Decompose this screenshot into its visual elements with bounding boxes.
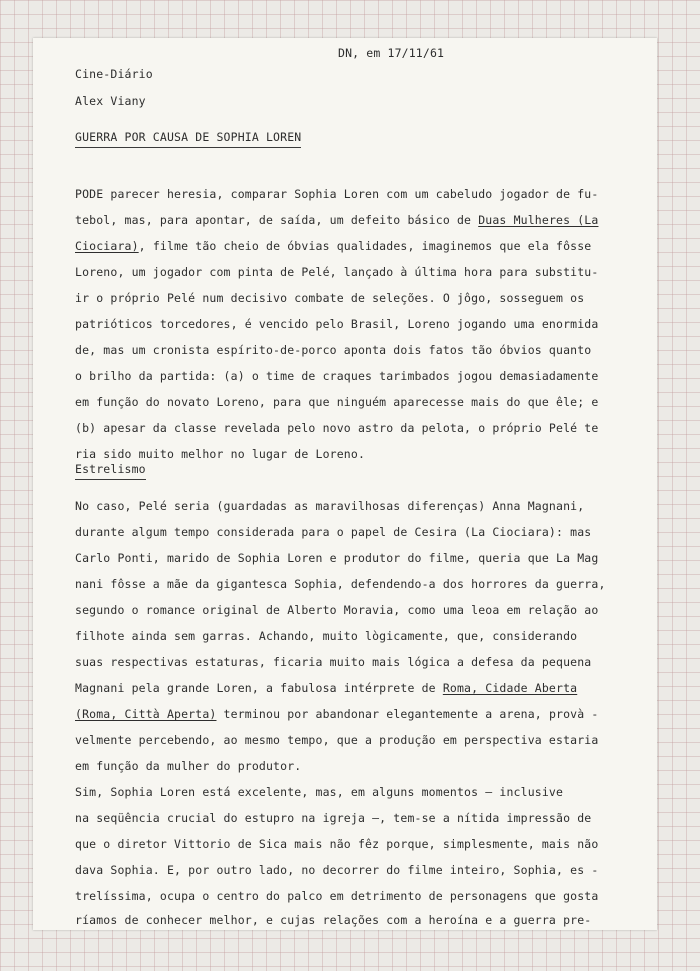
text-line: No caso, Pelé seria (guardadas as maravilhosas diferenças) Anna Magnani, bbox=[75, 499, 585, 513]
text-line: trelíssima, ocupa o centro do palco em detrimento de personagens que gosta bbox=[75, 889, 599, 903]
text-line bbox=[75, 213, 615, 227]
text-line: nani fôsse a mãe da gigantesca Sophia, defendendo-a dos horrores da guerra, bbox=[75, 577, 606, 591]
text-line bbox=[75, 681, 615, 695]
text-line: na seqüência crucial do estupro na igreja —, tem-se a nítida impressão de bbox=[75, 811, 592, 825]
text-line: em função do novato Loreno, para que ninguém aparecesse mais do que êle; e bbox=[75, 395, 599, 409]
dateline: DN, em 17/11/61 bbox=[338, 46, 445, 60]
text-line: o brilho da partida: (a) o time de craques tarimbados jogou demasiadamente bbox=[75, 369, 599, 383]
film-title: (Roma, Città Aperta) bbox=[75, 707, 217, 721]
film-title: Roma, Cidade Aberta bbox=[442, 681, 578, 695]
text-line: de, mas um cronista espírito-de-porco aponta dois fatos tão óbvios quanto bbox=[75, 343, 592, 357]
article-title: GUERRA POR CAUSA DE SOPHIA LOREN bbox=[75, 130, 301, 148]
text-line bbox=[75, 239, 615, 253]
text-segment: terminou por abandonar elegantemente a arena, provà - bbox=[216, 707, 599, 721]
text-line: velmente percebendo, ao mesmo tempo, que a produção em perspectiva estaria bbox=[75, 733, 599, 747]
text-line: que o diretor Vittorio de Sica mais não fêz porque, simplesmente, mais não bbox=[75, 837, 599, 851]
subheading: Estrelismo bbox=[75, 462, 146, 480]
text-segment: Magnani pela grande Loren, a fabulosa intérprete de bbox=[75, 681, 443, 695]
text-line: patrióticos torcedores, é vencido pelo Brasil, Loreno jogando uma enormida bbox=[75, 317, 599, 331]
text-line: Sim, Sophia Loren está excelente, mas, em alguns momentos — inclusive bbox=[75, 785, 564, 799]
film-title: Ciociara) bbox=[75, 239, 139, 253]
text-line: filhote ainda sem garras. Achando, muito lògicamente, que, considerando bbox=[75, 629, 578, 643]
text-line bbox=[75, 707, 615, 721]
column-name: Cine-Diário bbox=[75, 67, 153, 81]
text-line: Carlo Ponti, marido de Sophia Loren e produtor do filme, queria que La Mag bbox=[75, 551, 599, 565]
text-segment: , filme tão cheio de óbvias qualidades, imaginemos que ela fôsse bbox=[138, 239, 592, 253]
text-line: em função da mulher do produtor. bbox=[75, 759, 302, 773]
text-line: dava Sophia. E, por outro lado, no decorrer do filme inteiro, Sophia, es - bbox=[75, 863, 599, 877]
text-line: ir o próprio Pelé num decisivo combate de seleções. O jôgo, sosseguem os bbox=[75, 291, 585, 305]
text-line: suas respectivas estaturas, ficaria muito mais lógica a defesa da pequena bbox=[75, 655, 592, 669]
text-line: segundo o romance original de Alberto Moravia, como uma leoa em relação ao bbox=[75, 603, 599, 617]
text-line: durante algum tempo considerada para o papel de Cesira (La Ciociara): mas bbox=[75, 525, 592, 539]
text-line: PODE parecer heresia, comparar Sophia Loren com um cabeludo jogador de fu- bbox=[75, 187, 599, 201]
text-line: Loreno, um jogador com pinta de Pelé, lançado à última hora para substitu- bbox=[75, 265, 599, 279]
film-title: Duas Mulheres (La bbox=[478, 213, 599, 227]
text-segment: tebol, mas, para apontar, de saída, um defeito básico de bbox=[75, 213, 479, 227]
text-line: (b) apesar da classe revelada pelo novo astro da pelota, o próprio Pelé te bbox=[75, 421, 599, 435]
text-line: ríamos de conhecer melhor, e cujas relações com a heroína e a guerra pre- bbox=[75, 913, 592, 927]
text-line: ria sido muito melhor no lugar de Loreno. bbox=[75, 447, 366, 461]
author-name: Alex Viany bbox=[75, 94, 146, 108]
